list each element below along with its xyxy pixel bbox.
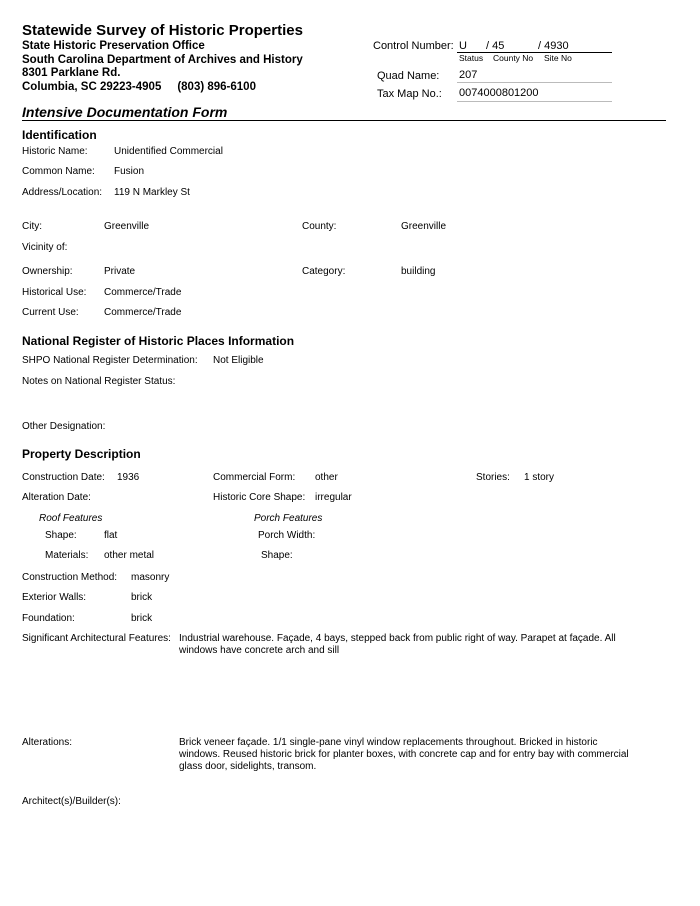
status-value: U: [459, 40, 467, 52]
historic-name-label: Historic Name:: [22, 146, 88, 157]
materials-value: other metal: [104, 550, 155, 561]
foundation-value: brick: [131, 613, 153, 624]
tax-map-label: Tax Map No.:: [377, 88, 442, 100]
historic-name-value: Unidentified Commercial: [114, 146, 223, 157]
title-rule: [22, 120, 666, 121]
national-register-heading: National Register of Historic Places Information: [22, 334, 295, 348]
foundation-label: Foundation:: [22, 613, 75, 624]
current-use-value: Commerce/Trade: [104, 307, 182, 318]
tax-map-underline: [457, 101, 612, 102]
category-label: Category:: [302, 266, 346, 277]
survey-title: Statewide Survey of Historic Properties: [22, 22, 303, 39]
construction-date-value: 1936: [117, 472, 140, 483]
roof-features-heading: Roof Features: [39, 513, 103, 524]
address-value: 119 N Markley St: [114, 187, 190, 198]
common-name-value: Fusion: [114, 166, 145, 177]
quad-name-value: 207: [459, 69, 478, 81]
construction-method-value: masonry: [131, 572, 170, 583]
current-use-label: Current Use:: [22, 307, 79, 318]
city-phone: Columbia, SC 29223-4905 (803) 896-6100: [22, 81, 256, 93]
nr-determination-value: Not Eligible: [213, 355, 264, 366]
property-description-heading: Property Description: [22, 447, 141, 461]
architect-builder-label: Architect(s)/Builder(s):: [22, 796, 121, 807]
materials-label: Materials:: [45, 550, 89, 561]
porch-width-label: Porch Width:: [258, 530, 316, 541]
address-label: Address/Location:: [22, 187, 103, 198]
roof-shape-label: Shape:: [45, 530, 77, 541]
commercial-form-value: other: [315, 472, 338, 483]
roof-shape-value: flat: [104, 530, 118, 541]
exterior-walls-value: brick: [131, 592, 153, 603]
county-no-caption: County No: [493, 53, 534, 63]
control-number-label: Control Number:: [373, 40, 454, 52]
ownership-value: Private: [104, 266, 136, 277]
significant-features-label: Significant Architectural Features:: [22, 633, 171, 644]
tax-map-value: 0074000801200: [459, 87, 539, 99]
city-value: Greenville: [104, 221, 150, 232]
construction-date-label: Construction Date:: [22, 472, 105, 483]
quad-name-label: Quad Name:: [377, 70, 440, 82]
porch-shape-label: Shape:: [261, 550, 293, 561]
significant-features-value: Industrial warehouse. Façade, 4 bays, stepped back from public right of way. Parapet at façade. All windows have concrete arch and sill: [179, 633, 616, 656]
alterations-value: Brick veneer façade. 1/1 single-pane vinyl window replacements throughout. Bricked in historic windows. Reused historic brick for planter boxes, with concrete cap and for entry bay with commercial glass door, sidelights, transom.: [179, 737, 629, 772]
identification-heading: Identification: [22, 128, 97, 142]
county-value: Greenville: [401, 221, 447, 232]
county-label: County:: [302, 221, 337, 232]
construction-method-label: Construction Method:: [22, 572, 118, 583]
county-number-value: / 45: [486, 40, 505, 52]
nr-determination-label: SHPO National Register Determination:: [22, 355, 198, 366]
historical-use-label: Historical Use:: [22, 287, 87, 298]
street-address: 8301 Parklane Rd.: [22, 67, 121, 79]
core-shape-value: irregular: [315, 492, 352, 503]
vicinity-label: Vicinity of:: [22, 242, 68, 253]
site-number-value: / 4930: [538, 40, 569, 52]
alterations-label: Alterations:: [22, 737, 73, 748]
porch-features-heading: Porch Features: [254, 513, 323, 524]
category-value: building: [401, 266, 436, 277]
form-title: Intensive Documentation Form: [22, 104, 228, 120]
other-designation-label: Other Designation:: [22, 421, 106, 432]
site-no-caption: Site No: [544, 53, 572, 63]
city-label: City:: [22, 221, 42, 232]
alteration-date-label: Alteration Date:: [22, 492, 91, 503]
exterior-walls-label: Exterior Walls:: [22, 592, 87, 603]
quad-name-underline: [457, 82, 612, 83]
historical-use-value: Commerce/Trade: [104, 287, 182, 298]
nr-notes-label: Notes on National Register Status:: [22, 376, 176, 387]
stories-value: 1 story: [524, 472, 555, 483]
common-name-label: Common Name:: [22, 166, 95, 177]
commercial-form-label: Commercial Form:: [213, 472, 296, 483]
ownership-label: Ownership:: [22, 266, 73, 277]
status-caption: Status: [459, 53, 484, 63]
core-shape-label: Historic Core Shape:: [213, 492, 306, 503]
stories-label: Stories:: [476, 472, 510, 483]
department-name: South Carolina Department of Archives and History: [22, 54, 303, 66]
office-name: State Historic Preservation Office: [22, 40, 205, 52]
